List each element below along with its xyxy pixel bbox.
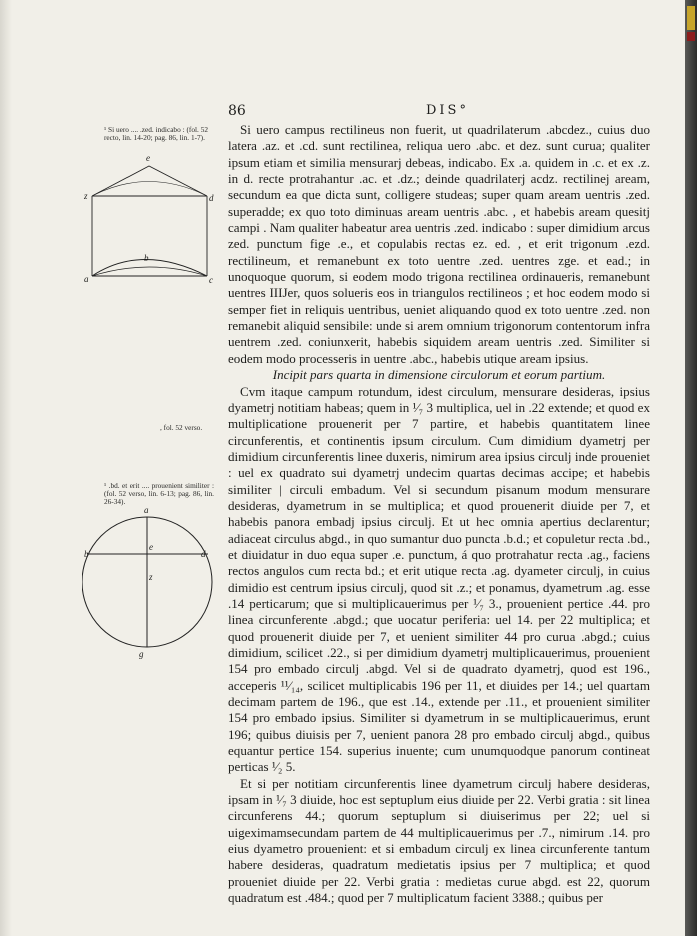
label-b: b <box>144 253 149 263</box>
side-note-3: ¹ .bd. et erit .... prouenient similiter : (fol. 52 verso, lin. 6-13; pag. 86, lin. 26-34). <box>104 481 214 506</box>
label-e: e <box>149 542 153 552</box>
page-number: 86 <box>228 103 246 119</box>
label-a: a <box>84 274 89 284</box>
triangle-zed <box>92 166 207 196</box>
label-d: d <box>209 193 214 203</box>
paragraph-1: Si uero campus rectilineus non fuerit, ut quadrilaterum .abcdez., cuius duo latera .az. et .cd. sunt rectilinea, reliqua uero .abc. et dez. sunt curua; qualiter ipsum etiam et similia mensurarj debeas, indicabo. Ex .a. quidem in .c. et ex .z. in d. recte protrahantur .ac. et .dz.; deinde quadrilaterj acdz. rectilinej aream, secundum ea que dicta sunt, colligere studeas; super quam aream uentris .zed. superadde; ex quo toto diminuas aream uentris .abc. , et habebis aream quesitj campi . Nam qualiter habeatur area uentris .zed. indicabo : super dimidium arcus zed. punctum fige .e., et copulabis rectas ez. ed. , et erit trigonum .ezd. rectilineum, et remanebunt ex toto uentre .zed. uentres zge. et ead.; in unoquoque quorum, si eodem modo trigona rectilinea ordinaueris, remanebunt uentres IIIJer, quos solueris eos in triangulos rectilineos ; et hoc eodem modo si semper fiet in reliquis uentribus, ueniet aliquando quod ex toto uentre .zed. non remanebit aliquid sensibile: unde si arem omnium trigonorum contentorum infra uentrem .zed. coniunxerit, habebis siquidem aream uentris .zed. Similiter si eodem modo processeris in uentre .abc., habebis utique aream ipsius. <box>228 122 650 366</box>
label-d: d <box>201 549 206 559</box>
arc-zed <box>94 182 205 196</box>
label-z: z <box>84 191 88 201</box>
running-head: DIS° <box>426 103 469 118</box>
label-c: c <box>209 275 213 285</box>
paragraph-2: Cvm itaque campum rotundum, idest circulum, mensurare desideras, ipsius dyametrj notitiam habeas; quem in ¹⁄₇ 3 multiplica, uel in .22 extende; et quod ex multiplicatione prouenerit per 7 partire, et habebis quantitatem linee circunferentis, et continentis ipsum circulum. Cum dimidium dyametrj per dimidium circunferentis linee duxeris, nimirum area ipsius circulj inde proueniet : uel ex quadrato sui dyametrj undecim quartas decimas accipe; et habebis similiter | circuli embadum. Vel si secundum pisanum modum mensurare desideras, dyametrum in se multiplica; et quod prouenerit diuide per 7, et habebis panora embadj ipsius circulj. Et ut hec omnia apertius declarentur; adiaceat circulus abgd., in quo sumantur duo puncta .b.d.; et copuletur recta .bd., et diuidatur in duo equa super .e. punctum, á quo protrahatur recta .ag., faciens rectos angulos cum recta bd.; et erit utique recta .ag. dyameter circulj, in cuius dimidio est centrum ipsius circulj, quod sit .z.; et ponamus, dyametrum .ag. esse .14 perticarum; que si multiplicauerimus per ¹⁄₇ 3., prouenient pertice .44. pro linea circunferente .abgd.; que uocatur periferia: uel 14. per 22 multiplica; et quod prouenerit diuide per 7, et uenient similiter 44 pro curua .abgd.; cuius dimidium, scilicet .22., si per dimidium dyametrj multiplicauerimus, prouenient 154 pro embado circulj .abgd. Vel si de quadrato dyametrj, quod est 196., acceperis ¹¹⁄₁₄, scilicet multiplicabis 196 per 11, et diuides per 14.; uel quartam decimam partem de 196., que est .14., extende per .11., et prouenient similiter 154 pro embado ipsius. Similiter si dyametrum in se multiplicauerimus, erunt 196; quibus diuisis per 7, uenient panora 28 pro embado circulj abgd., quibus equantur pertice 154. superius inuente; cum unumquodque panorum contineat perticas ¹⁄₂ 5. <box>228 383 650 775</box>
paragraph-3: Et si per notitiam circunferentis linee dyametrum circulj habere desideras, ipsam in ¹⁄₇ 3 diuide, hoc est septuplum eius diuide per 22. Verbi gratia : sit linea circunferens 44.; quorum septuplum si diuiserimus per 22; uel si uigeximamsecundam partem de 44 multiplicauerimus per .7., nimirum .14. pro eius dyametro prouenient: et si embadum circulj ex linea circunferente tantum habere desideras, quadratum medietatis ipsius per 7 multiplica; et quod proueniet diuide per 22. Verbi gratia : medietas curue abgd. est 22, quorum quadratum est .484.; quod per 7 multiplicatum facient 3388.; quibus per <box>228 775 650 906</box>
bookmark-ribbon-red <box>687 32 695 41</box>
main-text <box>228 122 650 907</box>
side-note-1: ¹ Si uero .... .zed. indicabo : (fol. 52 recto, lin. 14-20; pag. 86, lin. 1-7). <box>104 125 208 142</box>
label-g: g <box>139 649 144 659</box>
label-z: z <box>149 572 153 582</box>
label-e: e <box>146 153 150 163</box>
side-note-2: , fol. 52 verso. <box>160 423 203 432</box>
label-b: b <box>84 549 89 559</box>
section-heading: Incipit pars quarta in dimensione circulorum et eorum partium. <box>272 367 606 383</box>
bookmark-ribbon-gold <box>687 6 695 30</box>
figure-circle-diagram <box>82 500 227 660</box>
arc-abc-upper <box>92 260 207 277</box>
book-edge <box>685 0 697 936</box>
label-a: a <box>144 505 149 515</box>
page-gutter <box>0 0 12 936</box>
figure-field-diagram <box>82 148 227 290</box>
